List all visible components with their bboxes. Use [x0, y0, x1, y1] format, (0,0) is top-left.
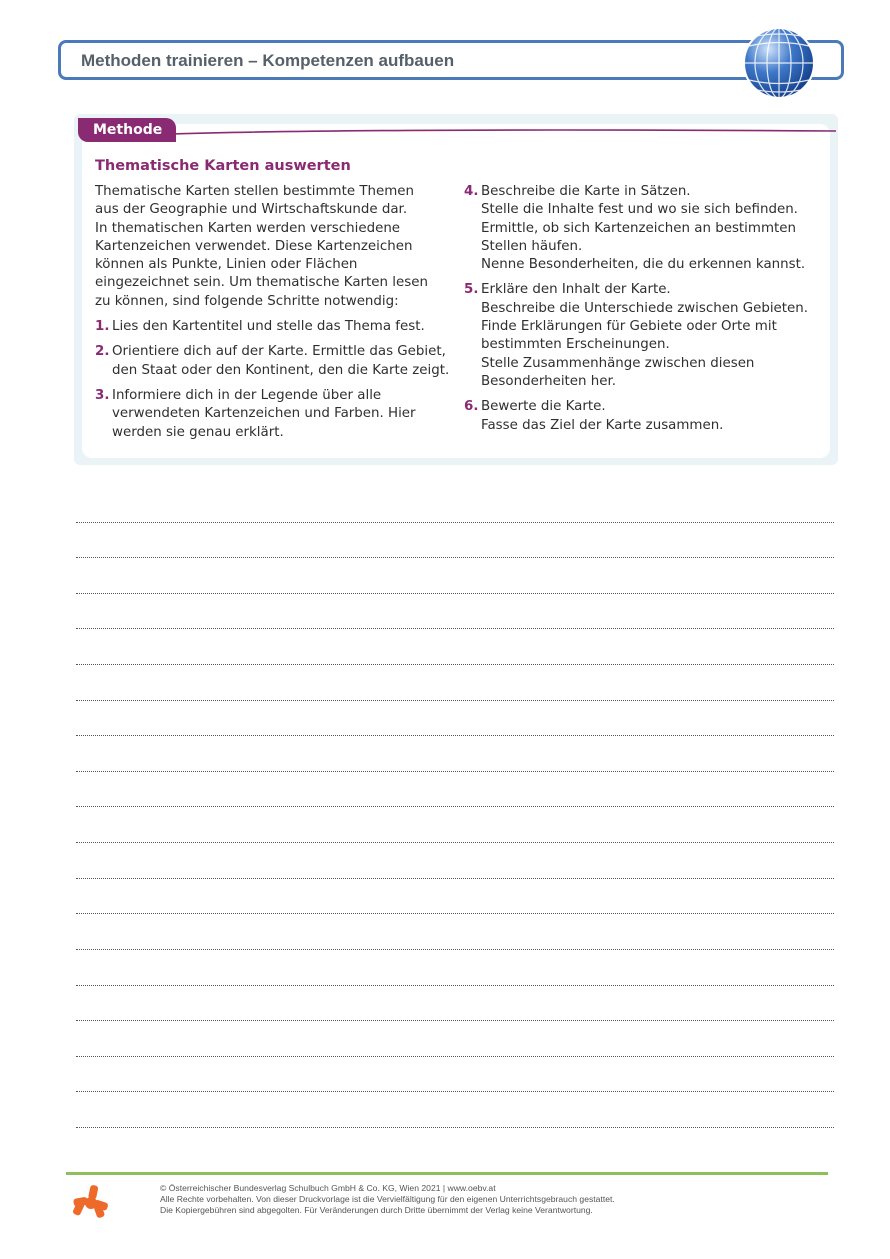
- intro-line: In thematischen Karten werden verschiedene: [95, 220, 401, 236]
- step-number: 2.: [95, 344, 110, 360]
- step-line: Lies den Kartentitel und stelle das Thema fest.: [112, 319, 425, 335]
- writing-line[interactable]: [76, 1127, 834, 1128]
- step-line: Besonderheiten her.: [481, 373, 617, 389]
- writing-line[interactable]: [76, 913, 834, 914]
- writing-line[interactable]: [76, 664, 834, 665]
- intro-line: eingezeichnet sein. Um thematische Karten lesen: [95, 275, 428, 291]
- writing-line[interactable]: [76, 949, 834, 950]
- globe-icon: [742, 26, 816, 100]
- step-line: Finde Erklärungen für Gebiete oder Orte mit: [481, 319, 777, 335]
- step-number: 4.: [464, 184, 479, 199]
- writing-line[interactable]: [76, 1091, 834, 1092]
- intro-line: Thematische Karten stellen bestimmte Themen: [95, 184, 415, 199]
- step-line: werden sie genau erklärt.: [112, 424, 284, 440]
- step-line: Stelle Zusammenhänge zwischen diesen: [481, 355, 755, 371]
- method-left-column: [95, 183, 450, 442]
- step-number: 6.: [464, 399, 479, 415]
- footer-rule: [66, 1172, 828, 1175]
- writing-line[interactable]: [76, 1020, 834, 1021]
- step-item: [464, 183, 824, 274]
- step-line: Stelle die Inhalte fest und wo sie sich befinden.: [481, 202, 798, 218]
- step-line: bestimmten Erscheinungen.: [481, 337, 670, 353]
- writing-line[interactable]: [76, 771, 834, 772]
- writing-line[interactable]: [76, 628, 834, 629]
- writing-line[interactable]: [76, 700, 834, 701]
- step-line: Erkläre den Inhalt der Karte.: [481, 282, 671, 298]
- method-divider: [172, 127, 836, 137]
- step-item: [95, 343, 450, 380]
- writing-line[interactable]: [76, 593, 834, 594]
- header-bar: [58, 40, 844, 80]
- writing-line[interactable]: [76, 878, 834, 879]
- intro-line: zu können, sind folgende Schritte notwendig:: [95, 293, 399, 309]
- writing-line[interactable]: [76, 1056, 834, 1057]
- intro-line: Kartenzeichen verwendet. Diese Kartenzeichen: [95, 238, 413, 254]
- intro-line: können als Punkte, Linien oder Flächen: [95, 257, 358, 273]
- step-line: Ermittle, ob sich Kartenzeichen an bestimmten: [481, 220, 796, 236]
- step-number: 1.: [95, 319, 110, 335]
- footer-line: Alle Rechte vorbehalten. Von dieser Druckvorlage ist die Vervielfältigung für den eigenen Unterrichtsgebrauch gestattet.: [160, 1194, 615, 1204]
- method-tab-label: Methode: [78, 118, 176, 142]
- step-number: 5.: [464, 282, 479, 298]
- oebv-logo-icon: [72, 1184, 110, 1222]
- method-right-column: [464, 183, 824, 435]
- writing-line[interactable]: [76, 557, 834, 558]
- step-line: Beschreibe die Karte in Sätzen.: [481, 184, 691, 199]
- writing-line[interactable]: [76, 735, 834, 736]
- writing-line[interactable]: [76, 806, 834, 807]
- step-item: [464, 281, 824, 391]
- step-line: Orientiere dich auf der Karte. Ermittle das Gebiet,: [112, 344, 446, 360]
- method-intro: [95, 183, 445, 311]
- step-line: Fasse das Ziel der Karte zusammen.: [481, 417, 724, 433]
- step-line: Stellen häufen.: [481, 238, 583, 254]
- step-line: Informiere dich in der Legende über alle: [112, 387, 382, 403]
- step-item: [464, 398, 824, 435]
- step-number: 3.: [95, 387, 110, 403]
- step-line: verwendeten Kartenzeichen und Farben. Hier: [112, 406, 416, 422]
- footer-line: © Österreichischer Bundesverlag Schulbuch GmbH & Co. KG, Wien 2021 | www.oebv.at: [160, 1183, 496, 1193]
- step-item: [95, 387, 445, 442]
- step-line: Beschreibe die Unterschiede zwischen Gebieten.: [481, 300, 809, 316]
- method-title: Thematische Karten auswerten: [95, 158, 351, 174]
- intro-line: aus der Geographie und Wirtschaftskunde dar.: [95, 202, 408, 218]
- writing-line[interactable]: [76, 985, 834, 986]
- step-line: Bewerte die Karte.: [481, 399, 606, 415]
- step-item: [95, 318, 445, 336]
- step-line: Nenne Besonderheiten, die du erkennen kannst.: [481, 257, 806, 273]
- writing-line[interactable]: [76, 842, 834, 843]
- footer-line: Die Kopiergebühren sind abgegolten. Für Veränderungen durch Dritte übernimmt der Verlag keine Verantwortung.: [160, 1205, 593, 1215]
- page-title: Methoden trainieren – Kompetenzen aufbauen: [81, 51, 455, 70]
- footer-copyright: [160, 1183, 615, 1216]
- writing-line[interactable]: [76, 522, 834, 523]
- step-line: den Staat oder den Kontinent, den die Karte zeigt.: [112, 362, 450, 378]
